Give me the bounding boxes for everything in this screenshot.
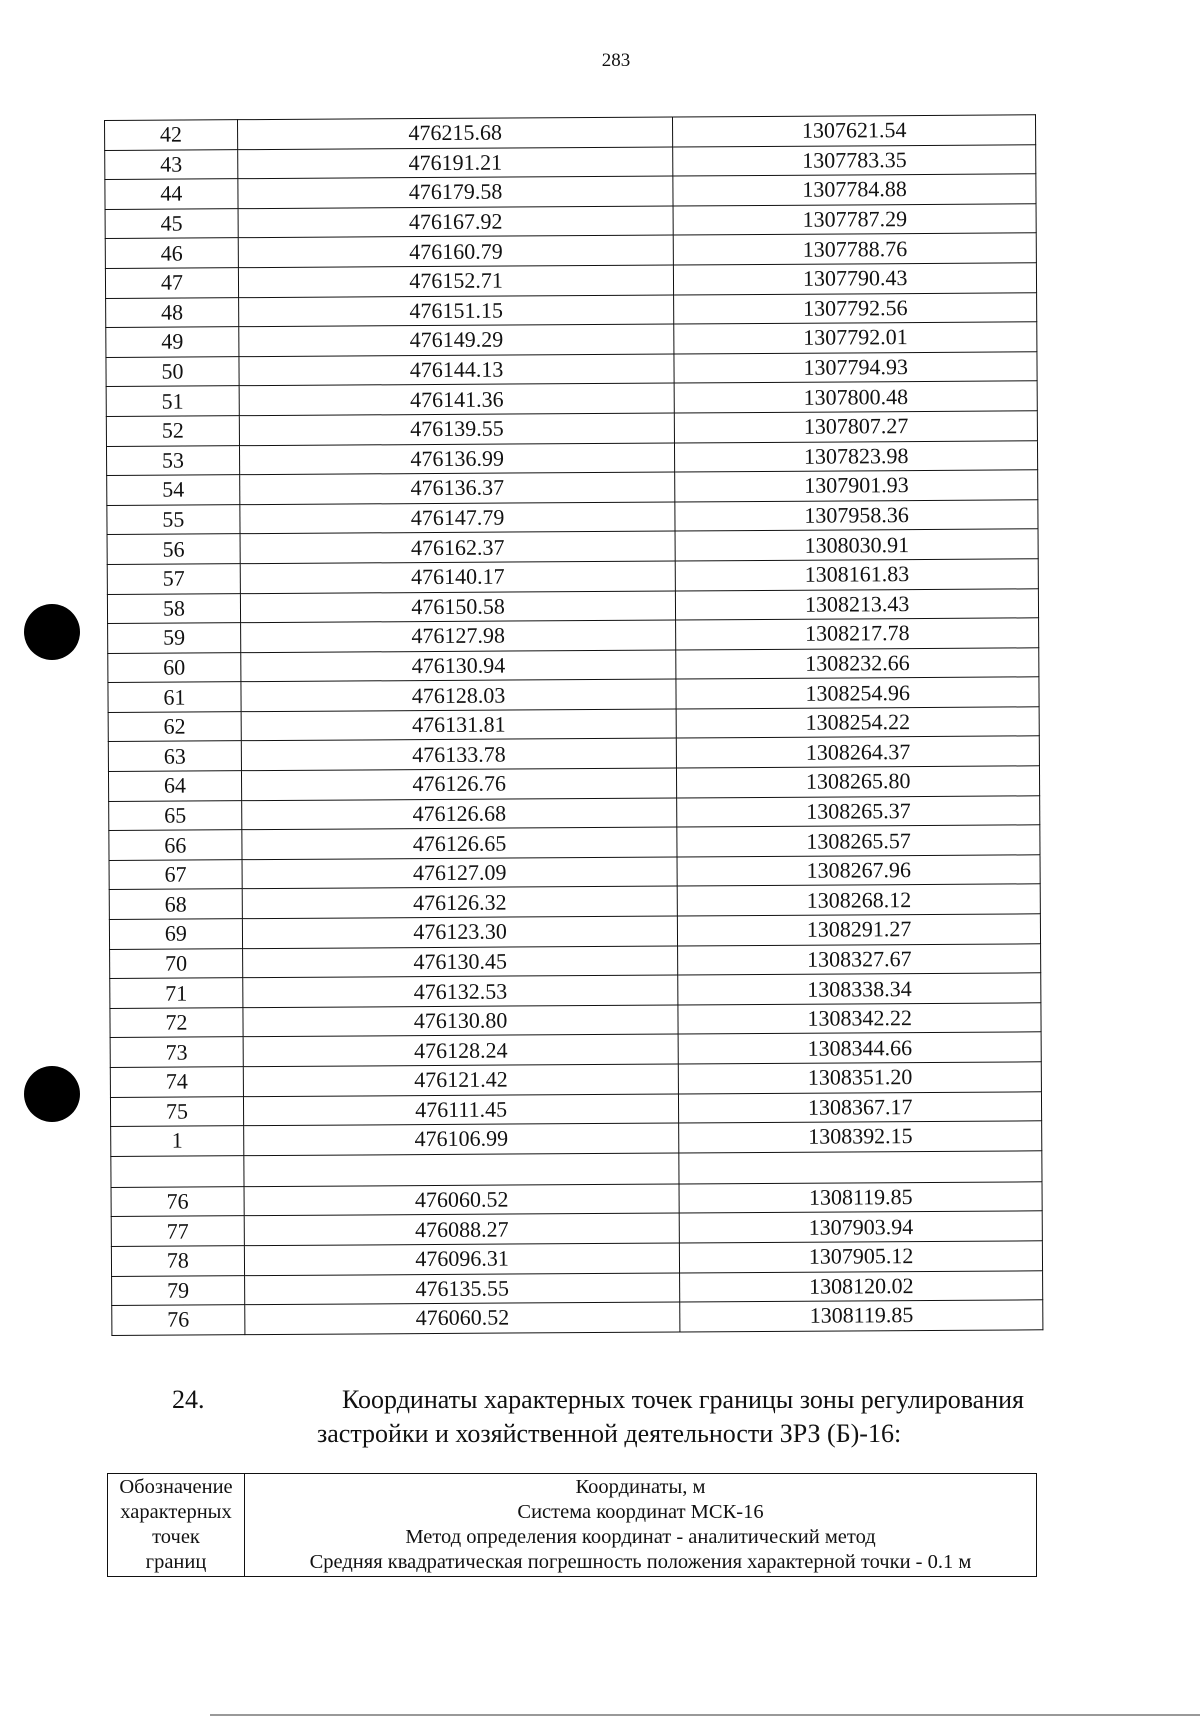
y-coordinate-cell: 1307788.76 [674,233,1037,265]
point-number-cell: 49 [106,327,239,357]
x-coordinate-cell: 476126.76 [241,768,677,800]
point-number-cell: 1 [111,1126,244,1156]
y-coordinate-cell: 1308161.83 [676,559,1039,591]
y-coordinate-cell: 1307905.12 [680,1241,1043,1273]
x-coordinate-cell: 476128.03 [241,679,677,711]
point-number-cell [111,1155,244,1187]
punch-hole [24,1066,80,1122]
x-coordinate-cell: 476060.52 [245,1302,681,1334]
designation-header-line: Обозначение [119,1476,233,1498]
y-coordinate-cell: 1308291.27 [678,914,1041,946]
x-coordinate-cell: 476136.99 [239,443,675,475]
point-number-cell: 56 [107,534,240,564]
x-coordinate-cell: 476127.09 [242,857,678,889]
point-number-cell: 68 [109,889,242,919]
point-number-cell: 69 [109,919,242,949]
point-number-cell: 55 [107,504,240,534]
x-coordinate-cell: 476136.37 [240,472,676,504]
y-coordinate-cell: 1308327.67 [678,943,1041,975]
zone-coordinates-header-table [107,1473,1037,1577]
y-coordinate-cell: 1308392.15 [679,1121,1042,1153]
x-coordinate-cell: 476131.81 [241,709,677,741]
x-coordinate-cell [244,1153,680,1187]
section-title-line-2: застройки и хозяйственной деятельности ЗРЗ (Б)-16: [317,1419,902,1448]
coordinates-header-cell [245,1474,1037,1577]
point-number-cell: 46 [105,238,238,268]
x-coordinate-cell: 476141.36 [239,383,675,415]
y-coordinate-cell: 1308030.91 [675,529,1038,561]
point-number-cell: 72 [110,1007,243,1037]
point-number-cell: 73 [110,1037,243,1067]
y-coordinate-cell: 1308268.12 [678,884,1041,916]
designation-header-cell [108,1474,245,1577]
x-coordinate-cell: 476152.71 [238,265,674,297]
point-number-cell: 57 [107,564,240,594]
y-coordinate-cell: 1308267.96 [677,855,1040,887]
point-number-cell: 67 [109,860,242,890]
y-coordinate-cell: 1307958.36 [675,500,1038,532]
x-coordinate-cell: 476191.21 [238,147,674,179]
point-number-cell: 47 [105,268,238,298]
point-number-cell: 79 [112,1275,245,1305]
point-number-cell: 58 [107,593,240,623]
y-coordinate-cell: 1308119.85 [679,1182,1042,1214]
designation-header-line: точек [152,1526,200,1548]
point-number-cell: 44 [105,179,238,209]
x-coordinate-cell: 476128.24 [243,1034,679,1066]
x-coordinate-cell: 476160.79 [238,235,674,267]
page-number: 283 [601,50,631,71]
y-coordinate-cell: 1308254.22 [676,707,1039,739]
x-coordinate-cell: 476162.37 [240,531,676,563]
y-coordinate-cell: 1308351.20 [679,1062,1042,1094]
y-coordinate-cell: 1308120.02 [680,1270,1043,1302]
y-coordinate-cell: 1307783.35 [673,144,1036,176]
x-coordinate-cell: 476149.29 [239,324,675,356]
point-number-cell: 48 [106,297,239,327]
y-coordinate-cell: 1308265.37 [677,795,1040,827]
y-coordinate-cell: 1308264.37 [677,736,1040,768]
point-number-cell: 70 [110,948,243,978]
x-coordinate-cell: 476126.32 [242,886,678,918]
section-number: 24. [172,1385,205,1414]
point-number-cell: 51 [106,386,239,416]
x-coordinate-cell: 476106.99 [243,1123,679,1155]
x-coordinate-cell: 476151.15 [238,295,674,327]
point-number-cell: 54 [107,475,240,505]
point-number-cell: 42 [105,120,238,150]
point-number-cell: 77 [111,1216,244,1246]
x-coordinate-cell: 476179.58 [238,176,674,208]
x-coordinate-cell: 476127.98 [240,620,676,652]
x-coordinate-cell: 476123.30 [242,916,678,948]
point-number-cell: 65 [109,800,242,830]
point-number-cell: 66 [109,830,242,860]
point-number-cell: 78 [111,1246,244,1276]
point-number-cell: 50 [106,356,239,386]
designation-header-line: характерных [120,1501,232,1523]
point-number-cell: 64 [108,771,241,801]
table-row [112,1300,1043,1335]
punch-hole [24,604,80,660]
y-coordinate-cell: 1308342.22 [678,1003,1041,1035]
x-coordinate-cell: 476060.52 [244,1184,680,1216]
x-coordinate-cell: 476139.55 [239,413,675,445]
coordinates-header-line: Средняя квадратическая погрешность положения характерной точки - 0.1 м [309,1551,972,1573]
point-number-cell: 53 [106,445,239,475]
x-coordinate-cell: 476150.58 [240,591,676,623]
y-coordinate-cell: 1307800.48 [674,381,1037,413]
point-number-cell: 76 [112,1305,245,1335]
y-coordinate-cell: 1307792.01 [674,322,1037,354]
designation-header-line: границ [145,1551,207,1573]
coordinates-header-line: Координаты, м [575,1476,706,1498]
x-coordinate-cell: 476140.17 [240,561,676,593]
y-coordinate-cell: 1307621.54 [673,115,1036,147]
y-coordinate-cell: 1308254.96 [676,677,1039,709]
y-coordinate-cell: 1307823.98 [675,440,1038,472]
x-coordinate-cell: 476126.65 [242,827,678,859]
coordinates-header-line: Система координат МСК-16 [517,1501,764,1523]
x-coordinate-cell: 476135.55 [244,1273,680,1305]
y-coordinate-cell: 1307901.93 [675,470,1038,502]
x-coordinate-cell: 476132.53 [243,975,679,1007]
y-coordinate-cell: 1307807.27 [675,411,1038,443]
x-coordinate-cell: 476147.79 [240,502,676,534]
point-number-cell: 52 [106,416,239,446]
x-coordinate-cell: 476121.42 [243,1064,679,1096]
x-coordinate-cell: 476088.27 [244,1213,680,1245]
y-coordinate-cell: 1308344.66 [678,1032,1041,1064]
x-coordinate-cell: 476133.78 [241,738,677,770]
y-coordinate-cell: 1307794.93 [674,352,1037,384]
y-coordinate-cell: 1307790.43 [674,263,1037,295]
point-number-cell: 63 [108,741,241,771]
point-number-cell: 45 [105,208,238,238]
x-coordinate-cell: 476144.13 [239,354,675,386]
y-coordinate-cell: 1307903.94 [680,1211,1043,1243]
x-coordinate-cell: 476215.68 [237,117,673,149]
section-title-line-1: Координаты характерных точек границы зоны регулирования [342,1385,1024,1414]
point-number-cell: 61 [108,682,241,712]
y-coordinate-cell [679,1151,1042,1184]
y-coordinate-cell: 1308232.66 [676,647,1039,679]
x-coordinate-cell: 476126.68 [242,798,678,830]
x-coordinate-cell: 476130.80 [243,1005,679,1037]
point-number-cell: 76 [111,1186,244,1216]
x-coordinate-cell: 476111.45 [243,1094,679,1126]
point-number-cell: 59 [108,623,241,653]
x-coordinate-cell: 476130.94 [241,650,677,682]
coordinates-table [104,114,1043,1335]
y-coordinate-cell: 1308338.34 [678,973,1041,1005]
y-coordinate-cell: 1308265.80 [677,766,1040,798]
y-coordinate-cell: 1308119.85 [680,1300,1043,1332]
y-coordinate-cell: 1307784.88 [673,174,1036,206]
point-number-cell: 62 [108,712,241,742]
y-coordinate-cell: 1307792.56 [674,292,1037,324]
y-coordinate-cell: 1308265.57 [677,825,1040,857]
x-coordinate-cell: 476167.92 [238,206,674,238]
y-coordinate-cell: 1308367.17 [679,1091,1042,1123]
point-number-cell: 60 [108,652,241,682]
point-number-cell: 71 [110,978,243,1008]
coordinates-table-body [105,115,1043,1335]
point-number-cell: 75 [110,1096,243,1126]
point-number-cell: 43 [105,149,238,179]
x-coordinate-cell: 476130.45 [242,946,678,978]
x-coordinate-cell: 476096.31 [244,1243,680,1275]
y-coordinate-cell: 1308213.43 [676,588,1039,620]
point-number-cell: 74 [110,1067,243,1097]
coordinates-header-line: Метод определения координат - аналитический метод [405,1526,876,1548]
y-coordinate-cell: 1308217.78 [676,618,1039,650]
y-coordinate-cell: 1307787.29 [673,204,1036,236]
